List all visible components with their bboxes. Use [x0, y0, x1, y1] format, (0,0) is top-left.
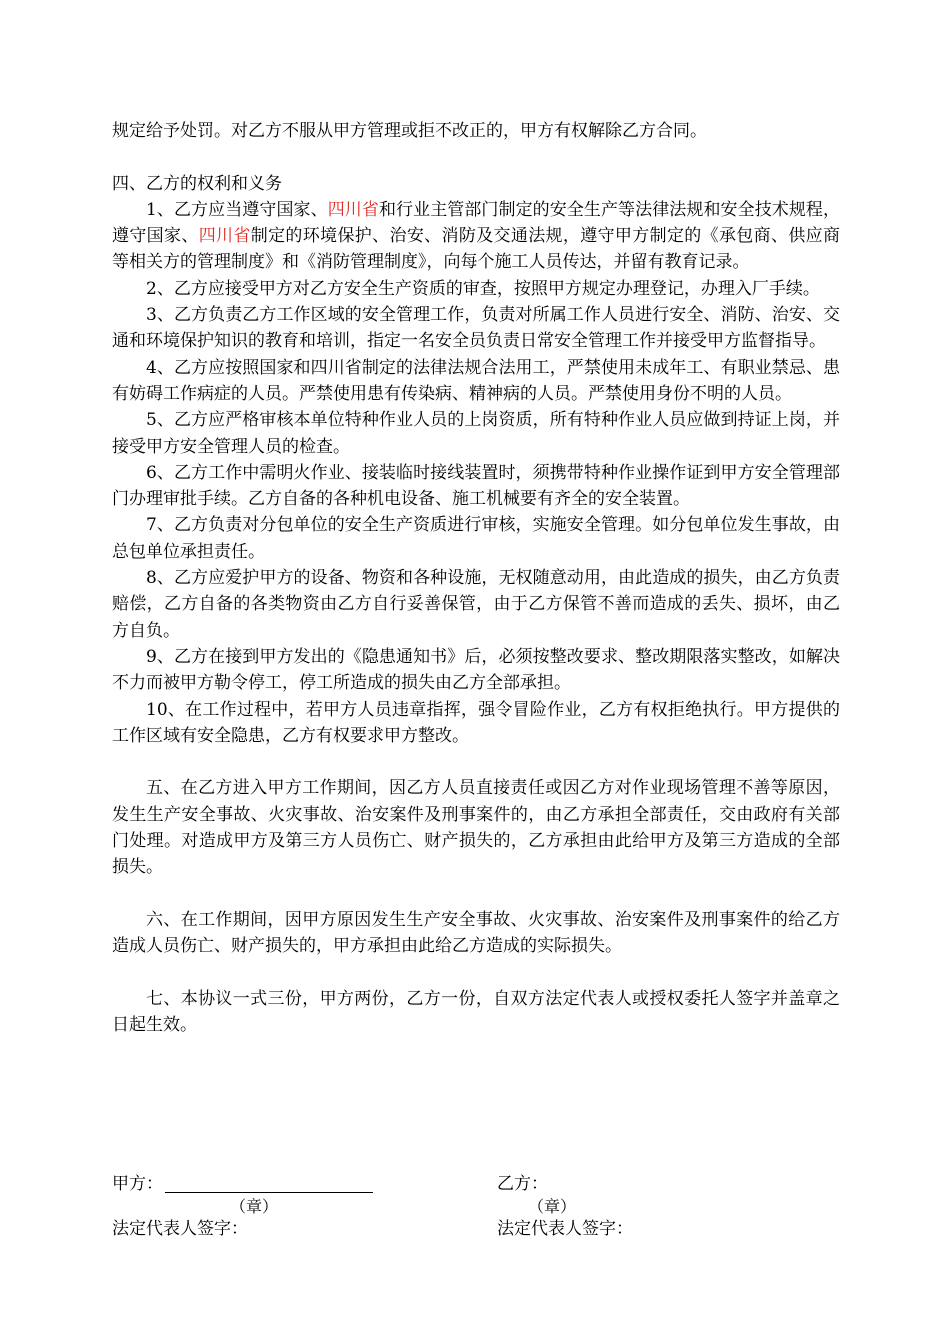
party-b-rep-signature: 法定代表人签字：	[497, 1219, 633, 1239]
clause-1-text: 和行业主管部门制定的安全生产等法律法规和安全技术规程，遵守国家、	[112, 199, 841, 247]
spacer	[112, 749, 840, 775]
section-heading-4: 四、乙方的权利和义务	[112, 173, 282, 194]
party-a-rep-signature: 法定代表人签字：	[112, 1219, 248, 1239]
section-6: 六、在工作期间，因甲方原因发生生产安全事故、火灾事故、治安案件及刑事案件的给乙方造成人员伤亡、财产损失的，甲方承担由此给乙方造成的实际损失。	[112, 909, 840, 957]
spacer	[112, 881, 840, 907]
clause-6: 6、乙方工作中需明火作业、接装临时接线装置时，须携带特种作业操作证到甲方安全管理部门办理审批手续。乙方自备的各种机电设备、施工机械要有齐全的安全装置。	[112, 462, 840, 510]
party-a-signature-line[interactable]	[165, 1174, 373, 1193]
clause-1-text: 1、乙方应当遵守国家、	[146, 199, 328, 220]
party-a-signature	[112, 1171, 373, 1197]
clause-3: 3、乙方负责乙方工作区域的安全管理工作，负责对所属工作人员进行安全、消防、治安、交通和环境保护知识的教育和培训，指定一名安全员负责日常安全管理工作并接受甲方监督指导。	[112, 305, 840, 352]
clause-7: 7、乙方负责对分包单位的安全生产资质进行审核，实施安全管理。如分包单位发生事故，由总包单位承担责任。	[112, 515, 840, 562]
intro-paragraph: 规定给予处罚。对乙方不服从甲方管理或拒不改正的，甲方有权解除乙方合同。	[112, 121, 707, 141]
party-a-seal: （章）	[230, 1197, 279, 1216]
clause-8: 8、乙方应爱护甲方的设备、物资和各种设施，无权随意动用，由此造成的损失，由乙方负责赔偿，乙方自备的各类物资由乙方自行妥善保管，由于乙方保管不善而造成的丢失、损坏，由乙方自负。	[112, 568, 840, 641]
party-a-label: 甲方：	[112, 1174, 163, 1194]
spacer	[112, 960, 840, 986]
party-b-seal: （章）	[528, 1197, 577, 1216]
clause-2: 2、乙方应接受甲方对乙方安全生产资质的审查，按照甲方规定办理登记，办理入厂手续。	[146, 278, 820, 299]
clause-4: 4、乙方应按照国家和四川省制定的法律法规合法用工，严禁使用未成年工、有职业禁忌、患有妨碍工作病症的人员。严禁使用患有传染病、精神病的人员。严禁使用身份不明的人员。	[112, 357, 840, 404]
party-b-signature	[497, 1171, 548, 1197]
clause-1-text: 制定的环境保护、治安、消防及交通法规，遵守甲方制定的《承包商、供应商等相关方的管理制度》和《消防管理制度》，向每个施工人员传达，并留有教育记录。	[112, 226, 841, 273]
spacer	[112, 144, 840, 170]
clause-9: 9、乙方在接到甲方发出的《隐患通知书》后，必须按整改要求、整改期限落实整改，如解决不力而被甲方勒令停工，停工所造成的损失由乙方全部承担。	[112, 646, 840, 694]
section-7: 七、本协议一式三份，甲方两份，乙方一份，自双方法定代表人或授权委托人签字并盖章之日起生效。	[112, 988, 840, 1036]
contract-body	[112, 118, 840, 1038]
section-5: 五、在乙方进入甲方工作期间，因乙方人员直接责任或因乙方对作业现场管理不善等原因，发生生产安全事故、火灾事故、治安案件及刑事案件的，由乙方承担全部责任，交由政府有关部门处理。对造成甲方及第三方人员伤亡、财产损失的，乙方承担由此给甲方及第三方造成的全部损失。	[112, 778, 840, 878]
clause-10: 10、在工作过程中，若甲方人员违章指挥，强令冒险作业，乙方有权拒绝执行。甲方提供的工作区域有安全隐患，乙方有权要求甲方整改。	[112, 699, 840, 746]
highlight-sichuan: 四川省	[327, 199, 379, 220]
highlight-sichuan: 四川省	[198, 226, 251, 247]
party-b-label: 乙方：	[497, 1174, 548, 1194]
clause-5: 5、乙方应严格审核本单位特种作业人员的上岗资质，所有特种作业人员应做到持证上岗，并接受甲方安全管理人员的检查。	[112, 410, 840, 457]
clause-1	[112, 197, 840, 276]
